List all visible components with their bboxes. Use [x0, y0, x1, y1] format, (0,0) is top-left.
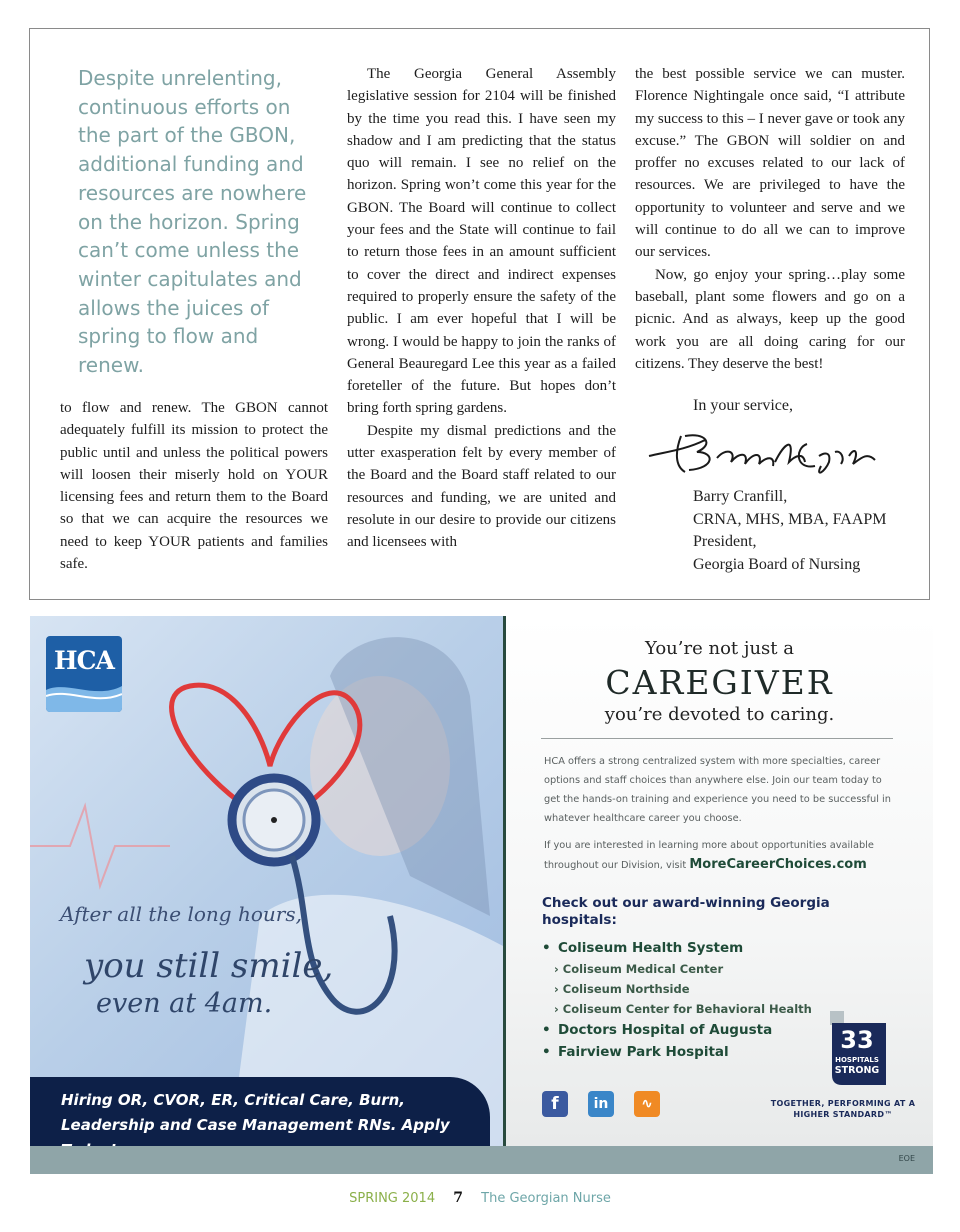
- bullet-icon: •: [542, 940, 551, 956]
- article-paragraph: to flow and renew. The GBON cannot adequately fulfill its mission to protect the public until and unless the political powers will loosen their miserly hold on YOUR licensing fees and return them to the Board so that we can acquire the resources we need to keep YOUR patients and families safe.: [60, 400, 328, 573]
- ad-body-paragraph: HCA offers a strong centralized system with more specialties, career options and staff choices than anywhere else. Join our team today to get the hands-on training and experience you need to be successful in whatever healthcare career you choose.: [544, 756, 891, 824]
- signature-image: [645, 422, 895, 482]
- list-item: [542, 959, 862, 979]
- eoe-label: EOE: [898, 1154, 915, 1163]
- career-link[interactable]: MoreCareerChoices.com: [689, 857, 867, 872]
- pull-quote: Despite unrelenting, continuous efforts on the part of the GBON, additional funding and resources are nowhere on the horizon. Spring can’t come unless the winter capitulates and allows the juices of spring to flow and renew.: [78, 66, 307, 378]
- bullet-icon: •: [542, 1044, 551, 1060]
- headline-line-2: you’re devoted to caring.: [604, 704, 835, 725]
- list-item: [542, 1019, 862, 1041]
- badge-number: 33: [840, 1026, 874, 1054]
- ad-body-paragraph-2: [544, 836, 896, 875]
- footer-season: SPRING 2014: [349, 1191, 436, 1206]
- chevron-right-icon: ›: [554, 982, 559, 996]
- hca-logo-text: HCA: [54, 646, 114, 675]
- logo-wave-icon: [46, 636, 122, 712]
- article-paragraph: Now, go enjoy your spring…play some baseball, plant some flowers and go on a picnic. And as always, keep up the good work you are all doing caring for our citizens. They deserve the best!: [635, 266, 905, 372]
- ad-bottom-bar: [30, 1146, 933, 1174]
- badge-label-1: HOSPITALS: [835, 1056, 879, 1064]
- facility-name: Coliseum Northside: [562, 982, 690, 996]
- list-item: [542, 979, 862, 999]
- hospital-list: [542, 937, 862, 1063]
- signer-organization: Georgia Board of Nursing: [693, 555, 861, 573]
- linkedin-icon[interactable]: in: [588, 1091, 614, 1117]
- tagline-line-2: you still smile,: [84, 946, 334, 986]
- article-paragraph: The Georgia General Assembly legislative session for 2104 will be finished by the time you read this. I have seen my shadow and I am predicting that the status quo will remain. I see no relief on the horizon. Spring won’t come this year for the GBON. The Board will continue to collect your fees and the State will continue to fail to return those fees in an amount sufficient to cover the direct and indirect expenses required to properly ensure the safety of the public. I am ever hopeful that I will be wrong. I would be happy to join the ranks of General Beauregard Lee this year as a failed foreteller of the future. But hopes don’t bring forth spring gardens.: [347, 66, 616, 417]
- list-item: [542, 937, 862, 959]
- page-number: 7: [453, 1190, 463, 1206]
- signoff: In your service,: [693, 397, 793, 414]
- facebook-icon[interactable]: f: [542, 1091, 568, 1117]
- hospital-name: Coliseum Health System: [558, 940, 744, 956]
- facility-name: Coliseum Center for Behavioral Health: [562, 1002, 812, 1016]
- article-paragraph: the best possible service we can muster. Florence Nightingale once said, “I attribute my success to this – I never gave or took any excuse.” The GBON will soldier on and proffer no excuses related to our lack of resources. We are privileged to have the opportunity to volunteer and serve and we will continue to do all we can to improve our services.: [635, 66, 905, 261]
- badge-label-2: STRONG: [834, 1065, 880, 1076]
- signer-credentials: CRNA, MHS, MBA, FAAPM: [693, 510, 887, 528]
- ad-right-panel: [506, 616, 933, 1146]
- rss-icon[interactable]: ∿: [634, 1091, 660, 1117]
- bullet-icon: •: [542, 1022, 551, 1038]
- facility-name: Coliseum Medical Center: [562, 962, 724, 976]
- headline-rule: [541, 738, 893, 739]
- list-item: [542, 999, 862, 1019]
- page-footer: [0, 1190, 960, 1206]
- article-column-1: [60, 397, 328, 575]
- tagline-line-3: even at 4am.: [96, 988, 273, 1019]
- chevron-right-icon: ›: [554, 1002, 559, 1016]
- ad-body-text: If you are interested in learning more about opportunities available throughout our Division, visit: [544, 840, 874, 871]
- magazine-title: The Georgian Nurse: [481, 1191, 611, 1206]
- article-column-3: [635, 63, 905, 375]
- hiring-text: Hiring OR, CVOR, ER, Critical Care, Burn, Leadership and Case Management RNs. Apply: [61, 1091, 450, 1134]
- hospital-name: Doctors Hospital of Augusta: [558, 1022, 773, 1038]
- hiring-banner: [30, 1077, 490, 1146]
- signature-block: [693, 486, 887, 576]
- together-slogan: TOGETHER, PERFORMING AT A HIGHER STANDARD™: [770, 1099, 916, 1119]
- hospitals-heading: Check out our award-winning Georgia hospitals:: [542, 895, 830, 928]
- hca-advertisement: [30, 616, 933, 1174]
- headline-line-1: You’re not just a: [645, 638, 794, 659]
- article-column-2: [347, 63, 616, 554]
- article-paragraph: Despite my dismal predictions and the utter exasperation felt by every member of the Board and the Board staff related to our resources and funding, we are united and resolute in our desire to provide our citizens and licensees with: [347, 422, 616, 551]
- signer-title: President,: [693, 533, 757, 550]
- headline-caregiver: CAREGIVER: [605, 663, 834, 702]
- signer-name: Barry Cranfill,: [693, 488, 788, 505]
- chevron-right-icon: ›: [554, 962, 559, 976]
- tagline-line-1: After all the long hours,: [60, 902, 302, 926]
- hca-logo: [46, 636, 122, 712]
- hospitals-strong-badge: [828, 1011, 888, 1085]
- hospital-name: Fairview Park Hospital: [558, 1044, 729, 1060]
- list-item: [542, 1041, 862, 1063]
